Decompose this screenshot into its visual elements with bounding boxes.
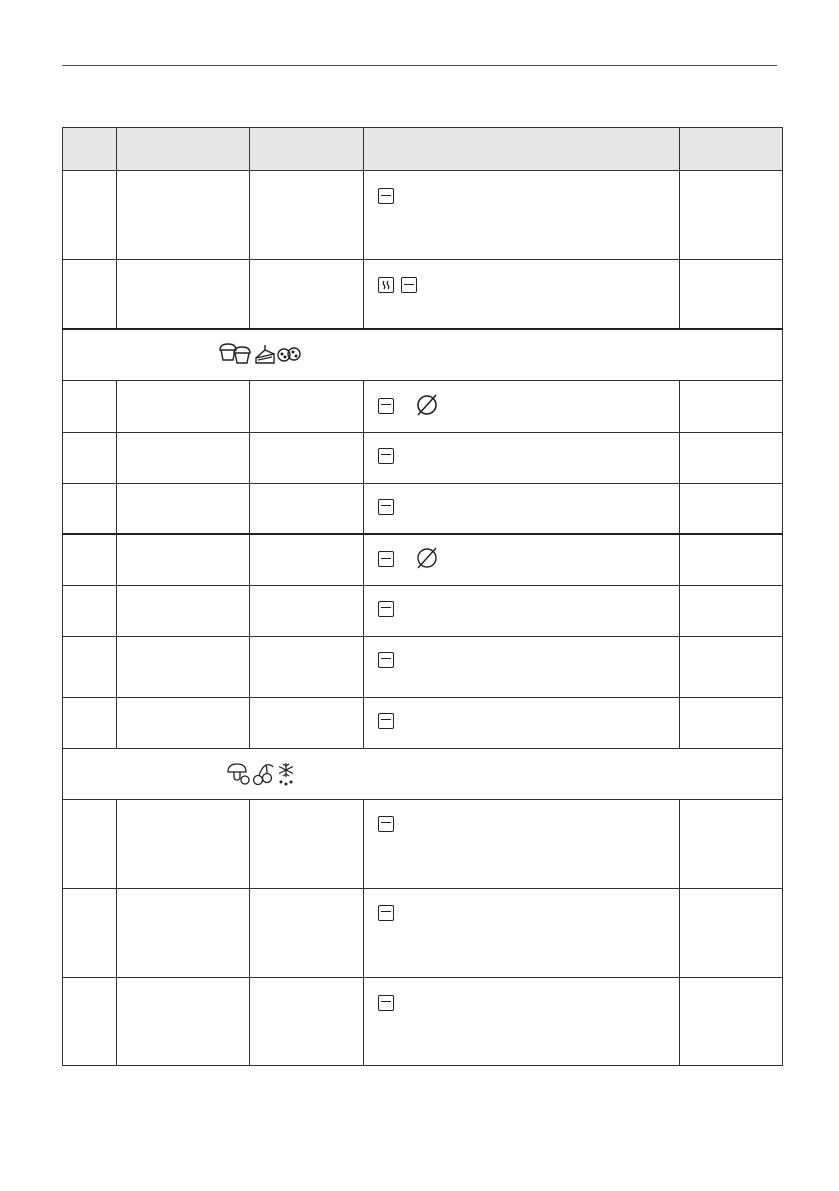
cell-function xyxy=(364,380,680,432)
top-bottom-heat-icon xyxy=(378,713,394,729)
top-bottom-heat-icon xyxy=(378,601,394,617)
muffins-icon xyxy=(220,344,250,363)
cell-function xyxy=(364,697,680,748)
cell-function xyxy=(364,432,680,483)
steam-heat-icon xyxy=(378,277,394,293)
top-bottom-heat-icon xyxy=(401,277,417,293)
cake-slice-icon xyxy=(256,345,274,363)
table-row xyxy=(63,260,783,329)
defrost-icon xyxy=(279,763,293,785)
table-row xyxy=(63,697,783,748)
table-row xyxy=(63,585,783,636)
cell-function xyxy=(364,534,680,585)
cookies-icon xyxy=(278,348,300,361)
top-bottom-heat-icon xyxy=(378,398,394,414)
top-bottom-heat-icon xyxy=(378,188,394,204)
section-header-row xyxy=(63,329,783,381)
no-preheat-icon xyxy=(414,545,440,571)
no-preheat-icon xyxy=(414,392,440,418)
cell-function xyxy=(364,636,680,697)
program-table xyxy=(62,127,783,1066)
top-bottom-heat-icon xyxy=(378,551,394,567)
section-header xyxy=(63,748,783,799)
cell-function xyxy=(364,483,680,534)
cell-function xyxy=(364,585,680,636)
drying-category-icons xyxy=(226,761,306,787)
top-bottom-heat-icon xyxy=(378,499,394,515)
top-bottom-heat-icon xyxy=(378,448,394,464)
cell-function xyxy=(364,799,680,888)
cherries-icon xyxy=(254,764,274,784)
baking-category-icons xyxy=(218,341,308,367)
header-col-1 xyxy=(63,128,117,171)
header-col-2 xyxy=(117,128,250,171)
top-bottom-heat-icon xyxy=(378,995,394,1011)
cell-level xyxy=(63,171,117,260)
header-col-5 xyxy=(680,128,783,171)
cell-food xyxy=(117,171,250,260)
section-header-row xyxy=(63,748,783,799)
page-header-rule xyxy=(62,65,777,66)
section-header xyxy=(63,329,783,381)
cell-function xyxy=(364,260,680,329)
table-row xyxy=(63,888,783,977)
table-row xyxy=(63,636,783,697)
table-row xyxy=(63,534,783,585)
table-row xyxy=(63,799,783,888)
top-bottom-heat-icon xyxy=(378,652,394,668)
table-row xyxy=(63,432,783,483)
header-col-4 xyxy=(364,128,680,171)
top-bottom-heat-icon xyxy=(378,905,394,921)
top-bottom-heat-icon xyxy=(378,816,394,832)
cell-function xyxy=(364,977,680,1065)
table-row xyxy=(63,483,783,534)
table-row xyxy=(63,171,783,260)
cell-time xyxy=(680,171,783,260)
table-row xyxy=(63,380,783,432)
header-col-3 xyxy=(250,128,364,171)
table-header-row xyxy=(63,128,783,171)
cell-function xyxy=(364,171,680,260)
cell-temp xyxy=(250,171,364,260)
cell-function xyxy=(364,888,680,977)
mushroom-icon xyxy=(228,764,249,784)
table-row xyxy=(63,977,783,1065)
